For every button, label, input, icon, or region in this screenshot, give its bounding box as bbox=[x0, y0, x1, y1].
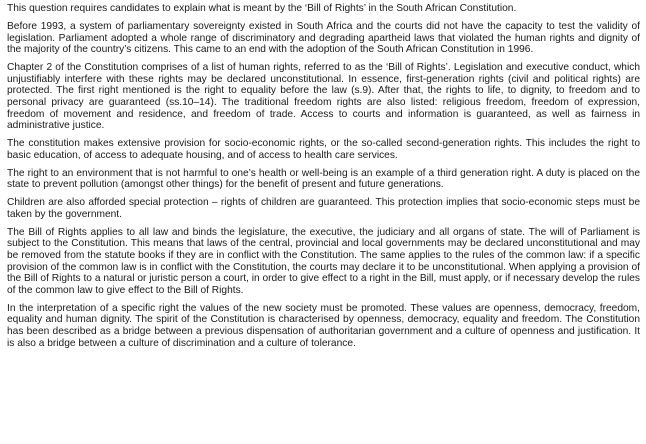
paragraph-application: The Bill of Rights applies to all law and binds the legislature, the executive, the judiciary and all organs of state. The will of Parliament is subject to the Constitution. This means that laws of the central, provincial and local governments may be declared unconstitutional and may be removed from the statute books if they are in conflict with the Constitution. The same applies to the rules of the common law: if a specific provision of the common law is in conflict with the Constitution, the courts may declare it to be unconstitutional. When applying a provision of the Bill of Rights to a natural or juristic person a court, in order to give effect to a right in the Bill, must apply, or if necessary develop the rules of the common law to give effect to the Bill of Rights. bbox=[7, 226, 640, 296]
paragraph-intro: This question requires candidates to explain what is meant by the ‘Bill of Rights’ in the South African Constitution. bbox=[7, 3, 517, 14]
paragraph-chapter-2: Chapter 2 of the Constitution comprises of a list of human rights, referred to as the ‘Bill of Rights’. Legislation and executive conduct, which unjustifiably interfere with these rights may be declared unconstitutional. In essence, first-generation rights (civil and political rights) are protected. The first right mentioned is the right to equality before the law (s.9). After that, the rights to life, to dignity, to freedom and to personal privacy are guaranteed (ss.10–14). The traditional freedom rights are also listed: religious freedom, freedom of expression, freedom of movement and residence, and freedom of trade. Access to courts and information is guaranteed, as well as fairness in administrative justice. bbox=[7, 62, 640, 132]
paragraph-environment-right: The right to an environment that is not harmful to one’s health or well-being is an example of a third generation right. A duty is placed on the state to prevent pollution (amongst other things) for the benefit of present and future generations. bbox=[7, 167, 640, 191]
paragraph-socio-economic-rights: The constitution makes extensive provision for socio-economic rights, or the so-called second-generation rights. This includes the right to basic education, of access to adequate housing, and of access to health care services. bbox=[7, 138, 640, 161]
paragraph-children-rights: Children are also afforded special protection – rights of children are guaranteed. This protection implies that socio-economic steps must be taken by the government. bbox=[7, 197, 640, 220]
paragraph-interpretation: In the interpretation of a specific right the values of the new society must be promoted. These values are openness, democracy, freedom, equality and human dignity. The spirit of the Constitution is characterised by openness, democracy, equality and freedom. The Constitution has been described as a bridge between a previous dispensation of authoritarian government and a culture of openness and justification. It is also a bridge between a culture of discrimination and a culture of tolerance. bbox=[7, 302, 640, 349]
paragraph-history: Before 1993, a system of parliamentary sovereignty existed in South Africa and the courts did not have the capacity to test the validity of legislation. Parliament adopted a whole range of discriminatory and degrading apartheid laws that violated the human rights and dignity of the majority of the country’s citizens. This came to an end with the adoption of the South African Constitution in 1996. bbox=[7, 20, 640, 56]
